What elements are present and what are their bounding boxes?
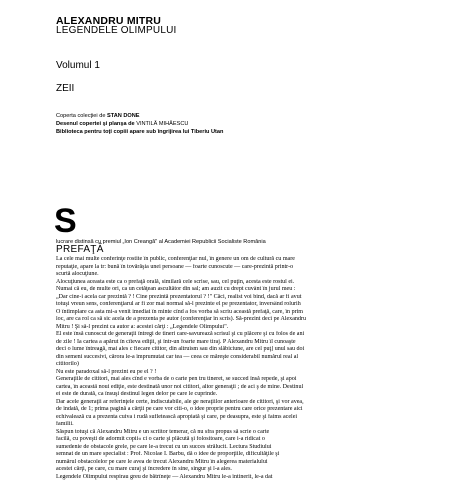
body-line: Numai că eu, de multe ori, ca un cetăţean ascultător din sal; am auzit cu drept cuvânt în jurul meu : (56, 286, 401, 294)
body-line: Dar acele generaţii ar referinţele certe, indiscutabile, ale ge neraţiilor anterioare de cititori, şi vor avea, (56, 399, 401, 407)
body-line: semnat de un mare specialist : Prof. Nicolae I. Barbu, dă o idee de proporţiile, dificultăţile şi (56, 451, 401, 459)
body-line: acestei cărţi, pe care, cu mare curaj şi încredere în sine, singur şi l-a ales. (56, 466, 401, 474)
body-line: sumedenie de obstacole grele, pe care le-a trecut cu un succes strălucit. Lectura Studiului (56, 444, 401, 452)
body-line: scurtă alocuţiune. (56, 271, 401, 279)
body-line: de zile ! Ia cartea a apărut în cîteva ediţii, şi într-un foarte mare tiraj. P Alexandru Mitru îl cunoaşte (56, 339, 401, 347)
body-line: cititorilo) (56, 361, 401, 369)
credits-block (56, 112, 223, 136)
body-line: loc, are ca rol ca să sic acela de a prezenta pe autor (conferenţiar în scris). Să-prezint deci pe Alexandru (56, 316, 401, 324)
body-line: deci o lume întreagă, mai ales c fiecare cititor, din altruism sau din slăbiciune, are cel puţ] unul sau doi (56, 346, 401, 354)
library-credit: Biblioteca pentru toţi copiii apare sub îngrijirea lui Tiberiu Utan (56, 128, 223, 136)
body-line: cartea, în aceastä noui ediţie, este destinată unor noi cititori, altor generaţii ; de aci ş de mine. Destinul (56, 384, 401, 392)
body-line: Generaţiile de cititori, mai ales cînd e vorba de o carte pen tru tineret, se succed însă repede, şi apoi (56, 376, 401, 384)
cover-credit: Coperta colecţiei de STAN DONE (56, 112, 223, 120)
body-line: numărul obstacolelor pe care le avea de trecut Alexandru Mitru în alegerea materialului (56, 459, 401, 467)
drop-cap: S (54, 204, 77, 238)
series-title: LEGENDELE OLIMPULUI (56, 25, 177, 36)
body-line: La cele mai multe conferinţe rostite în public, conferenţiar nul, în genere un om de cultură cu mare (56, 256, 401, 264)
body-line: O întîmplare ca asta mi-a venit imediat în minte cînd a fos vorba să scriu această prefaţă, care, în prim (56, 309, 401, 317)
volume-title: ZEII (56, 83, 74, 94)
body-line: echivalează cu a prezenta cuiva i rudă sufletească apropiată şi care, pe deasupra, este şi faims acelei (56, 414, 401, 422)
body-line: de îndată, de 1; prima pagină a cărţii pe care vor citi-o, o idee proprie pentru care orice prezentare aici (56, 406, 401, 414)
drawing-credit: Desenul copertei şi planşa de VINTILĂ MIHĂESCU (56, 120, 223, 128)
preface-heading: PREFAŢĂ (56, 244, 104, 255)
award-line: lucrare distinsă cu premiul „Ion Creangă" al Academiei Republicii Socialiste România (56, 239, 266, 245)
body-line: Nu este paradoxal să-l prezint eu pe el ? ! (56, 369, 401, 377)
body-line: El este însă cunoscut de generaţii întregi de tineri care-savurează scrisul şi cu plăcere şi cu folos de ani (56, 331, 401, 339)
body-line: Mitru ! Şi să-l prezint ca autor a: acestei cărţi : „Legendele Olimpului". (56, 324, 401, 332)
body-line: totuşi vreun sens, conferenţiarul ar fi zor mai normal să-l prezinte el pe prezentator, inversând rolurih (56, 301, 401, 309)
body-line: Alocuţiunea aceasta este ca o prefaţă orală, similară cele scrise, sau, cel puţin, acesta este rostul ei. (56, 279, 401, 287)
body-line: „Dar cine-i acela car prezintă ? ! Cine prezintă prezentatorul ? !" Căci, realist voi bind, dacă ar fi avut (56, 294, 401, 302)
preface-body (56, 256, 401, 481)
body-line: ei este de durată, ca însuşi destinul legen delor pe care le cuprinde. (56, 391, 401, 399)
body-line: Săspun totuşi că Alexandru Mitru e un scriitor temerar, că nu sfra propus să scrie o carte (56, 429, 401, 437)
author-name: ALEXANDRU MITRU (56, 15, 161, 27)
body-line: facilă, cu poveşti de adormit copii« ci o carte şi plăcută şi folositoare, care i-a ridicat o (56, 436, 401, 444)
body-line: Legendele Olimpului respirau greu de bătrîneţe — Alexandru Mitru le-a întinerit, le-a dat (56, 474, 401, 481)
body-line: din semeni succesivi, cărora le-a împrumutat car tea — ceea ce măreşte considerabil numărul real al (56, 354, 401, 362)
volume-label: Volumul 1 (56, 60, 100, 71)
body-line: reputaţie, apare la tr: bună în tovărăşia unei persoane — foarte cunoscute — care-prezintă printr-o (56, 264, 401, 272)
body-line: familii. (56, 421, 401, 429)
